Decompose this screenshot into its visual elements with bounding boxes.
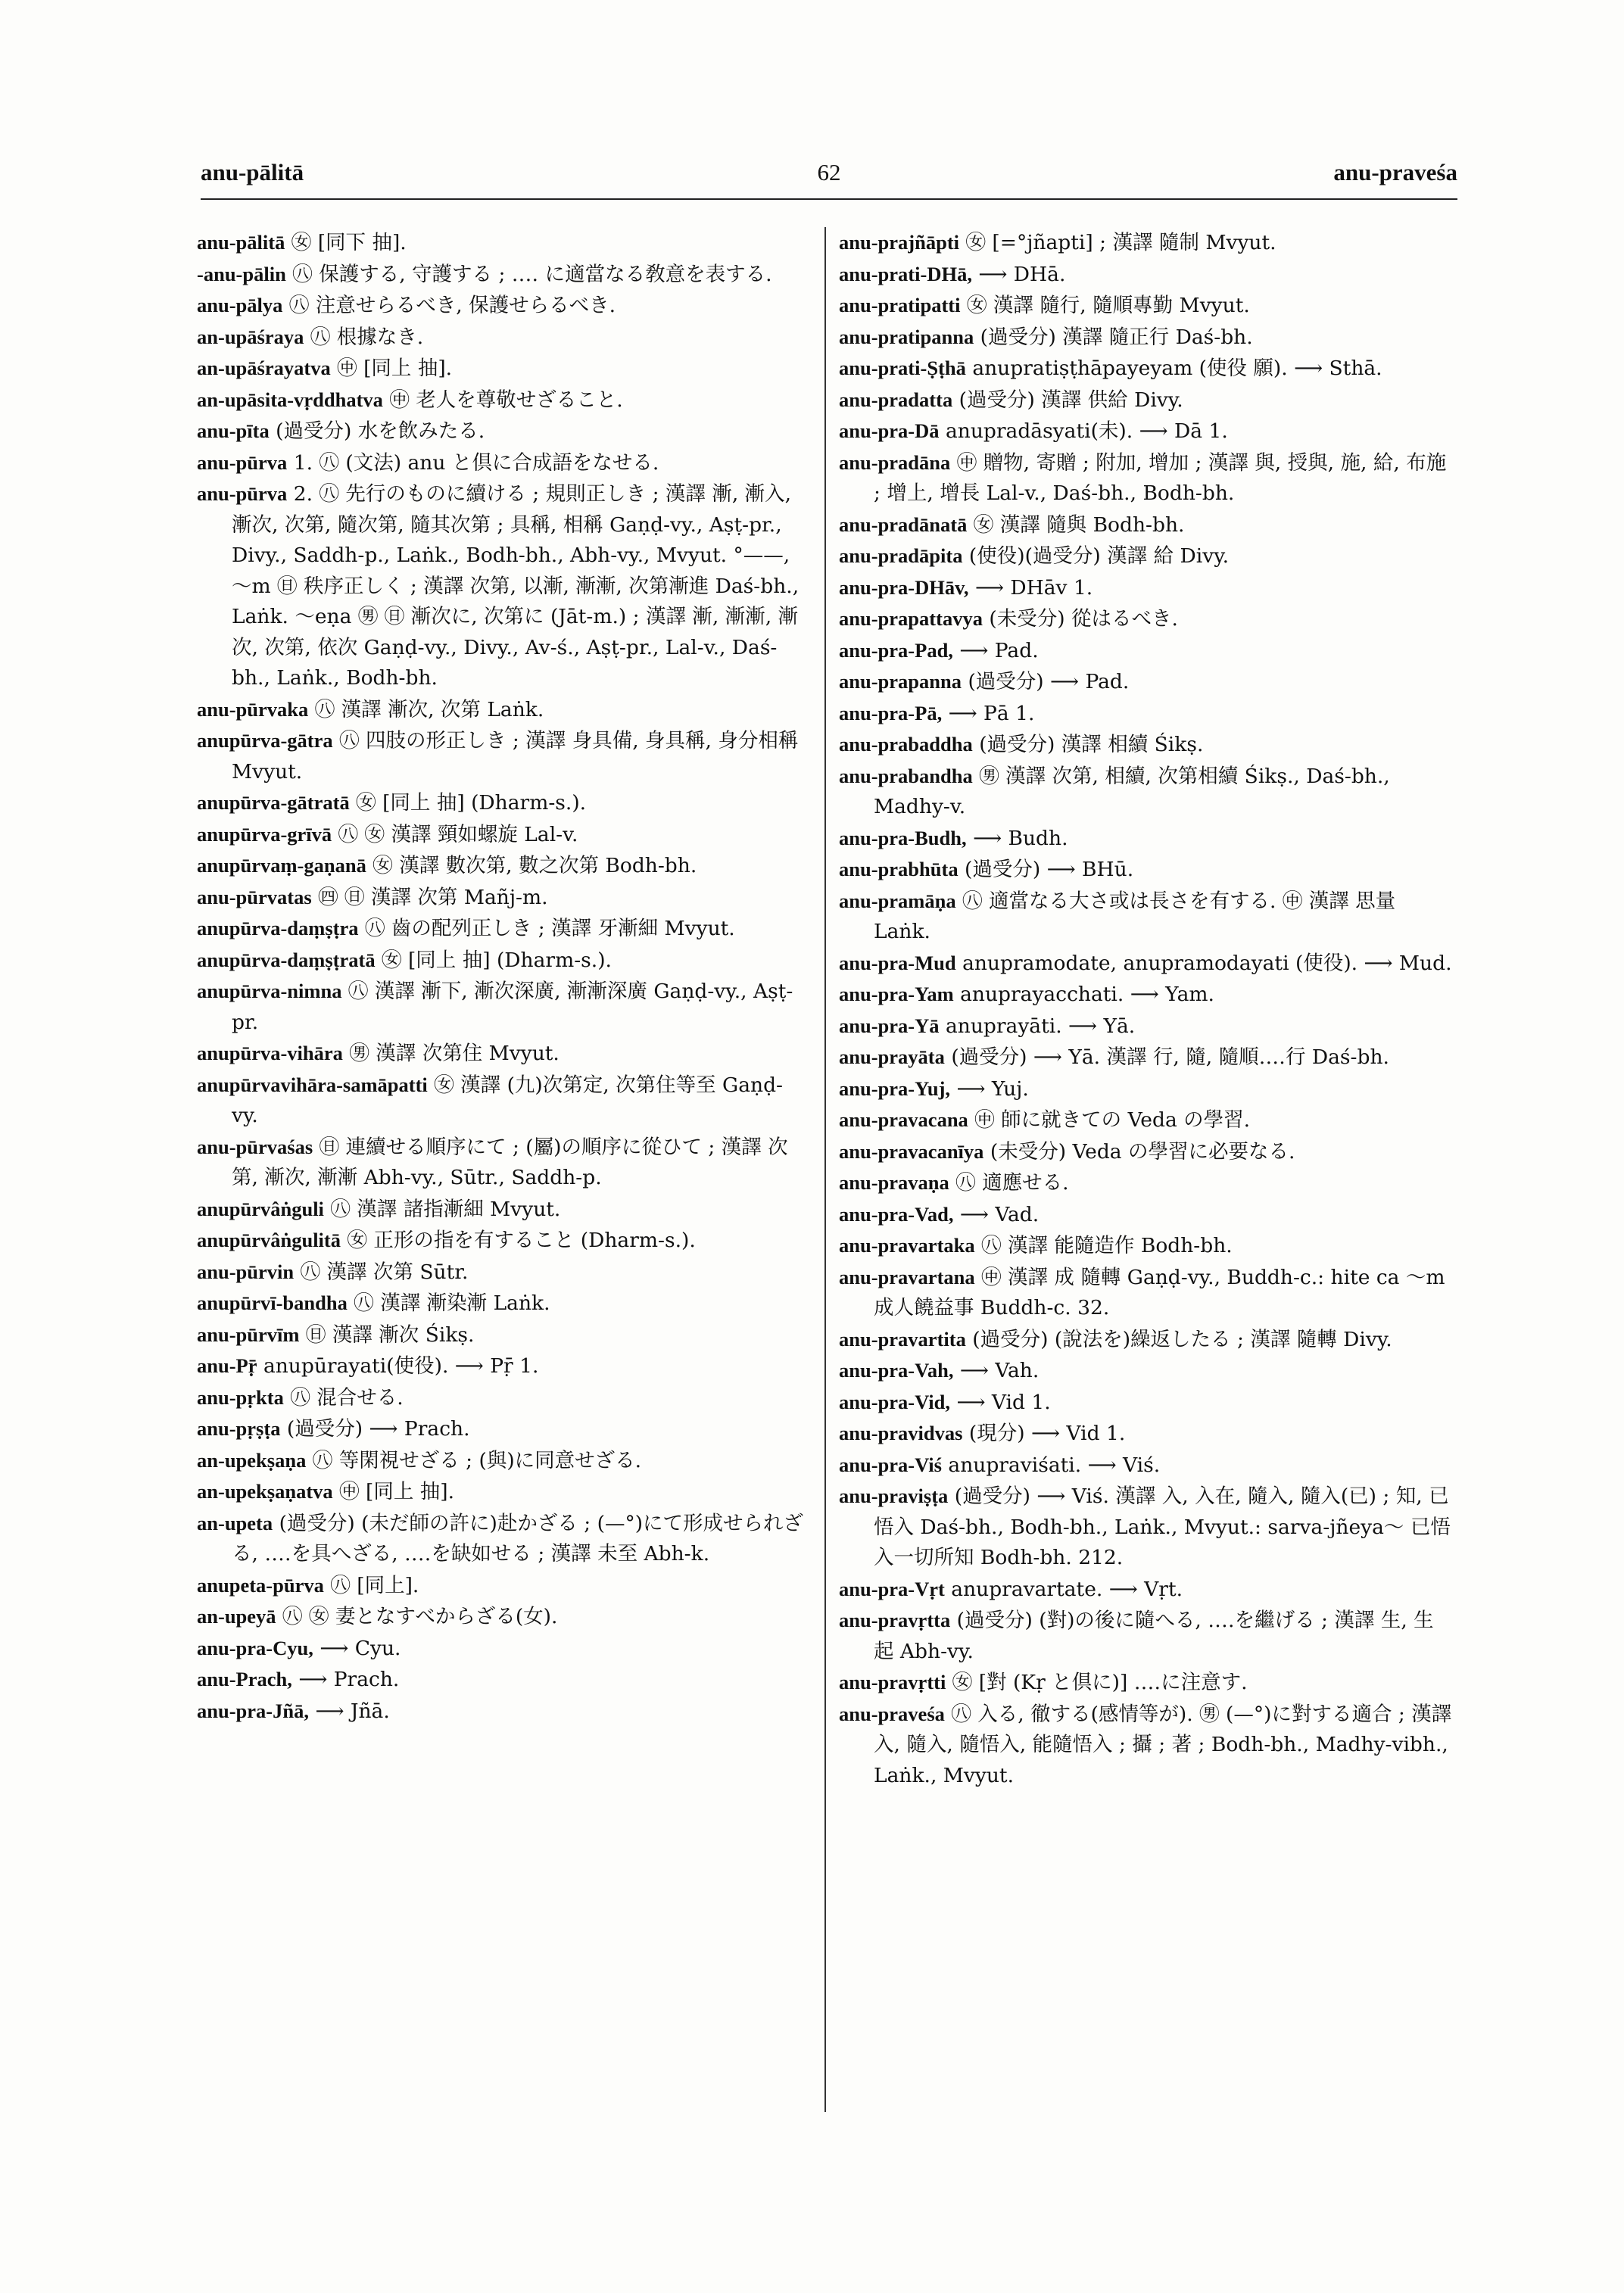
dictionary-entry <box>197 976 809 1038</box>
dictionary-entry <box>839 698 1454 730</box>
entry-definition: ⟶ DHāv 1. <box>974 575 1093 600</box>
entry-definition: ㊥ 漢譯 成 隨轉 Gaṇḍ-vy., Buddh-c.: hite ca ～m 成人饒益事 Buddh-c. 32. <box>874 1265 1445 1319</box>
dictionary-entry <box>839 1605 1454 1667</box>
entry-definition: ㊐ 連續せる順序にて ; (屬)の順序に從ひて ; 漢譯 次第, 漸次, 漸漸 Abh-vy., Sūtr., Saddh-p. <box>232 1135 788 1189</box>
entry-definition: anuprayāti. ⟶ Yā. <box>945 1014 1136 1038</box>
entry-definition: ㊇ 漢譯 漸下, 漸次深廣, 漸漸深廣 Gaṇḍ-vy., Aṣṭ-pr. <box>232 980 793 1034</box>
dictionary-entry <box>839 1073 1454 1105</box>
entry-definition: ⟶ Vah. <box>959 1359 1040 1382</box>
entry-headword: anupūrva-gātratā <box>197 791 350 814</box>
entry-headword: anu-pradānatā <box>839 512 968 536</box>
entry-definition: ㊇ 適當なる大さ或は長さを有する. ㊥ 漢譯 思量 Laṅk. <box>874 889 1396 943</box>
dictionary-entry <box>839 1167 1454 1199</box>
dictionary-entry <box>839 290 1454 322</box>
entry-headword: an-upāśraya <box>197 325 304 348</box>
entry-headword: an-upāśrayatva <box>197 357 331 379</box>
entry-headword: an-upeyā <box>197 1605 276 1628</box>
dictionary-entry <box>839 1418 1454 1450</box>
entry-headword: anu-pra-Cyu, <box>197 1636 313 1659</box>
dictionary-entry <box>839 1450 1454 1481</box>
dictionary-entry <box>197 1382 809 1414</box>
dictionary-entry <box>197 385 809 416</box>
dictionary-entry <box>197 850 809 882</box>
dictionary-entry <box>839 1699 1454 1792</box>
dictionary-entry <box>197 1445 809 1477</box>
entry-headword: anu-prayāta <box>839 1045 945 1068</box>
entry-headword: anu-praveśa <box>839 1702 945 1725</box>
entry-definition: ㊥ [同上 抽]. <box>337 357 453 380</box>
entry-headword: anu-pravidvas <box>839 1422 963 1444</box>
dictionary-entry <box>197 1508 809 1570</box>
entry-headword: an-upekṣaṇatva <box>197 1480 333 1503</box>
entry-definition: ㊇ [同上]. <box>330 1573 419 1597</box>
entry-definition: anupratiṣṭhāpayeyam (使役 願). ⟶ Sthā. <box>972 357 1382 380</box>
entry-definition: ㊇ 漢譯 次第 Sūtr. <box>300 1260 469 1284</box>
entry-definition: ㊛ 正形の指を有すること (Dharm-s.). <box>347 1229 696 1252</box>
dictionary-entry <box>839 1387 1454 1419</box>
dictionary-entry <box>839 1136 1454 1168</box>
entry-headword: anu-pramāṇa <box>839 889 956 912</box>
entry-definition: (未受分) 從はるべき. <box>989 607 1178 631</box>
entry-definition: ㊇ ㊛ 漢譯 頸如螺旋 Lal-v. <box>338 822 578 846</box>
entry-headword: an-upeta <box>197 1511 273 1534</box>
entry-definition: ㊇ 適應せる. <box>955 1171 1069 1195</box>
entry-definition: ㊇ 漢譯 漸次, 次第 Laṅk. <box>314 697 544 721</box>
entry-headword: anu-pra-Budh, <box>839 826 967 849</box>
entry-headword: anu-pra-Jñā, <box>197 1699 309 1722</box>
entry-headword: anu-pūrvatas <box>197 885 312 908</box>
entry-headword: anu-pradatta <box>839 388 953 411</box>
entry-headword: anu-prati-DHā, <box>839 262 972 285</box>
entry-definition: anupraviśati. ⟶ Viś. <box>948 1453 1161 1477</box>
entry-definition: ㊇ 保護する, 守護する ; ‥‥ に適當なる敎意を表する. <box>292 262 772 286</box>
entry-definition: (現分) ⟶ Vid 1. <box>968 1422 1126 1445</box>
dictionary-entry <box>197 1194 809 1226</box>
entry-headword: anu-pra-Vah, <box>839 1359 954 1382</box>
entry-definition: (過受分) 水を飲みたる. <box>276 419 485 443</box>
dictionary-entry <box>197 322 809 354</box>
entry-headword: anu-pradāpita <box>839 544 963 567</box>
dictionary-entry <box>197 1132 809 1194</box>
dictionary-entry <box>839 322 1454 354</box>
entry-headword: an-upekṣaṇa <box>197 1448 307 1472</box>
dictionary-entry <box>839 1481 1454 1574</box>
entry-headword: anu-pravartaka <box>839 1234 975 1257</box>
page-header <box>201 159 1457 197</box>
entry-headword: anu-pra-Pad, <box>839 638 953 662</box>
dictionary-entry <box>839 447 1454 509</box>
entry-headword: anu-pratipanna <box>839 325 974 348</box>
entry-definition: ㊇ 根據なき. <box>310 325 424 349</box>
page-number: 62 <box>817 159 841 185</box>
dictionary-entry <box>839 761 1454 823</box>
entry-definition: anupradāsyati(未). ⟶ Dā 1. <box>945 419 1228 443</box>
entry-definition: ㊇ 四肢の形正しき ; 漢譯 身具備, 身具稱, 身分相稱 Mvyut. <box>232 729 799 784</box>
right-column <box>839 227 1454 1791</box>
entry-definition: ㊥ 師に就きての Veda の學習. <box>974 1108 1251 1132</box>
entry-headword: anu-pradāna <box>839 450 951 474</box>
entry-headword: anupūrva-gātra <box>197 729 333 752</box>
entry-definition: ⟶ Vid 1. <box>956 1390 1051 1414</box>
dictionary-entry <box>197 1351 809 1382</box>
entry-headword: anu-pravartana <box>839 1265 975 1288</box>
dictionary-entry <box>839 1230 1454 1262</box>
entry-headword: anu-pravṛtta <box>839 1609 951 1631</box>
entry-headword: anupūrva-nimna <box>197 980 342 1002</box>
dictionary-entry <box>839 1667 1454 1699</box>
dictionary-entry <box>197 787 809 819</box>
dictionary-entry <box>197 1319 809 1351</box>
dictionary-entry <box>197 1288 809 1319</box>
entry-definition: (過受分) (對)の後に隨へる, ‥‥を繼げる ; 漢譯 生, 生起 Abh-vy. <box>874 1609 1434 1663</box>
entry-definition: (過受分) ⟶ Prach. <box>286 1417 470 1441</box>
dictionary-entry <box>197 290 809 322</box>
entry-definition: ㊥ 贈物, 寄贈 ; 附加, 增加 ; 漢譯 與, 授與, 施, 給, 布施 ; 增上, 增長 Lal-v., Daś-bh., Bodh-bh. <box>874 450 1447 505</box>
dictionary-entry <box>197 913 809 945</box>
dictionary-entry <box>197 1038 809 1070</box>
entry-definition: (過受分) (未だ師の許に)赴かざる ; (—°)にて形成せられざる, ‥‥を具へざる, ‥‥を缺如せる ; 漢譯 未至 Abh-k. <box>232 1511 804 1566</box>
entry-definition: (使役)(過受分) 漢譯 給 Divy. <box>968 544 1230 568</box>
entry-headword: anu-pālitā <box>197 231 285 254</box>
dictionary-entry <box>197 1257 809 1288</box>
dictionary-entry <box>839 948 1454 980</box>
entry-definition: (過受分) 漢譯 供給 Divy. <box>959 388 1183 412</box>
dictionary-entry <box>197 1570 809 1602</box>
entry-definition: ㊚ 漢譯 次第, 相續, 次第相續 Śikṣ., Daś-bh., Madhy-v. <box>874 764 1390 818</box>
entry-definition: ⟶ Vad. <box>959 1202 1040 1226</box>
dictionary-entry <box>197 1696 809 1728</box>
entry-definition: ㊛ [=°jñapti] ; 漢譯 隨制 Mvyut. <box>965 231 1276 254</box>
dictionary-entry <box>197 945 809 977</box>
entry-headword: anu-prati-Ṣṭhā <box>839 357 966 379</box>
entry-definition: ㊇ 漢譯 漸染漸 Laṅk. <box>354 1291 550 1315</box>
entry-headword: anu-pūrva <box>197 482 288 505</box>
dictionary-entry <box>839 1324 1454 1356</box>
entry-definition: ⟶ Cyu. <box>320 1636 401 1660</box>
entry-definition: ⟶ Prach. <box>298 1668 400 1691</box>
entry-headword: anupeta-pūrva <box>197 1573 324 1597</box>
dictionary-entry <box>197 1225 809 1257</box>
entry-headword: anu-pālya <box>197 294 283 316</box>
entry-headword: anu-pra-Yā <box>839 1014 940 1037</box>
entry-definition: ㊛ [同下 抽]. <box>291 231 407 254</box>
entry-headword: anu-prabhūta <box>839 858 959 880</box>
entry-headword: anu-pṛkta <box>197 1385 284 1409</box>
dictionary-entry <box>839 1262 1454 1324</box>
entry-definition: (過受分) 漢譯 隨正行 Daś-bh. <box>980 325 1253 349</box>
entry-headword: anu-pra-DHāv, <box>839 575 969 599</box>
entry-definition: ㊇ 齒の配列正しき ; 漢譯 牙漸細 Mvyut. <box>364 917 735 940</box>
entry-headword: anu-pra-Yam <box>839 983 954 1005</box>
column-divider <box>824 227 826 2112</box>
dictionary-entry <box>197 1664 809 1696</box>
entry-headword: anupūrvâṅguli <box>197 1197 324 1220</box>
entry-definition: ㊇ 混合せる. <box>290 1385 404 1410</box>
entry-definition: ㊐ 漢譯 漸次 Śikṣ. <box>305 1323 475 1347</box>
entry-definition: 2. ㊇ 先行のものに續ける ; 規則正しき ; 漢譯 漸, 漸入, 漸次, 次第, 隨次第, 隨其次第 ; 具稱, 相稱 Gaṇḍ-vy., Aṣṭ-pr., Divy., Saddh-p., Laṅk., Bodh-bh., Abh-vy., Mvyut. °——, ～m ㊐ 秩序正しく ; 漢譯 次第, 以漸, 漸漸, 次第漸進 Daś-bh., Laṅk. ～eṇa ㊚ ㊐ 漸次に, 次第に (Jāt-m.) ; 漢譯 漸, 漸漸, 漸次, 次第, 依次 Gaṇḍ-vy., Divy., Av-ś., Aṣṭ-pr., Lal-v., Daś-bh., Laṅk., Bodh-bh. <box>232 482 800 690</box>
entry-definition: ㊛ [對 (Kṛ と倶に)] ‥‥に注意す. <box>952 1671 1248 1694</box>
entry-headword: anu-pūrva <box>197 450 288 474</box>
dictionary-entry <box>839 979 1454 1011</box>
dictionary-entry <box>197 1601 809 1633</box>
entry-headword: anu-pravacana <box>839 1108 968 1131</box>
dictionary-entry <box>197 478 809 694</box>
entry-definition: ⟶ Budh. <box>973 826 1068 850</box>
entry-headword: an-upāsita-vṛddhatva <box>197 388 383 411</box>
dictionary-entry <box>839 886 1454 948</box>
right-guide-word: anu-praveśa <box>1333 159 1457 185</box>
dictionary-entry <box>839 353 1454 385</box>
dictionary-entry <box>839 729 1454 761</box>
dictionary-entry <box>197 1633 809 1665</box>
entry-definition: anupramodate, anupramodayati (使役). ⟶ Mud. <box>962 951 1452 975</box>
dictionary-entry <box>839 509 1454 541</box>
entry-definition: ㊇ 入る, 徹する(感情等が). ㊚ (—°)に對する適合 ; 漢譯 入, 隨入, 隨悟入, 能隨悟入 ; 攝 ; 著 ; Bodh-bh., Madhy-vibh., Laṅk., Mvyut. <box>874 1702 1452 1787</box>
entry-headword: anu-pūrvīm <box>197 1323 300 1346</box>
dictionary-entry <box>839 416 1454 447</box>
dictionary-entry <box>839 541 1454 572</box>
entry-definition: (過受分) 漢譯 相續 Śikṣ. <box>979 733 1204 756</box>
dictionary-entry <box>839 1042 1454 1073</box>
entry-definition: ⟶ Pā 1. <box>948 701 1035 725</box>
entry-definition: ㊛ 漢譯 隨與 Bodh-bh. <box>973 512 1185 537</box>
dictionary-entry <box>197 353 809 385</box>
dictionary-entry <box>197 227 809 259</box>
entry-headword: anupūrva-vihāra <box>197 1042 343 1064</box>
entry-headword: anu-pravartita <box>839 1327 966 1351</box>
header-rule <box>201 198 1457 200</box>
entry-definition: 1. ㊇ (文法) anu と倶に合成語をなせる. <box>293 450 659 475</box>
entry-headword: anu-pra-Vid, <box>839 1390 951 1413</box>
dictionary-entry <box>839 227 1454 259</box>
entry-headword: -anu-pālin <box>197 262 286 285</box>
entry-definition: ㊇ 等閑視せざる ; (與)に同意せざる. <box>312 1448 642 1472</box>
entry-definition: ㊛ [同上 抽] (Dharm-s.). <box>356 791 587 815</box>
left-guide-word: anu-pālitā <box>201 159 304 185</box>
entry-headword: anu-pīta <box>197 419 270 442</box>
entry-definition: ㊥ [同上 抽]. <box>339 1480 455 1503</box>
entry-headword: anu-pravṛtti <box>839 1671 946 1693</box>
entry-definition: anupūrayati(使役). ⟶ Pṝ 1. <box>263 1354 539 1378</box>
entry-headword: anupūrvī-bandha <box>197 1291 348 1314</box>
entry-definition: ㊛ 漢譯 數次第, 數之次第 Bodh-bh. <box>372 854 697 877</box>
entry-definition: (未受分) Veda の學習に必要なる. <box>990 1139 1295 1164</box>
entry-headword: anupūrva-daṃṣṭra <box>197 917 359 939</box>
entry-definition: ⟶ DHā. <box>978 262 1066 286</box>
entry-headword: anu-pravacanīya <box>839 1139 984 1163</box>
entry-headword: anu-prabaddha <box>839 733 973 756</box>
dictionary-entry <box>839 666 1454 698</box>
dictionary-entry <box>839 259 1454 291</box>
dictionary-entry <box>839 854 1454 886</box>
dictionary-entry <box>197 882 809 914</box>
dictionary-entry <box>839 572 1454 604</box>
dictionary-entry <box>839 1199 1454 1231</box>
entry-headword: anu-pratipatti <box>839 294 961 316</box>
entry-definition: ㊛ [同上 抽] (Dharm-s.). <box>382 948 612 972</box>
entry-headword: anu-pūrvin <box>197 1260 295 1283</box>
dictionary-entry <box>197 819 809 851</box>
entry-headword: anu-praviṣṭa <box>839 1485 949 1507</box>
entry-headword: anu-pra-Mud <box>839 951 956 974</box>
entry-headword: anupūrva-daṃṣṭratā <box>197 948 376 971</box>
dictionary-entry <box>197 259 809 291</box>
entry-definition: ⟶ Jñā. <box>315 1699 390 1723</box>
entry-headword: anu-prajñāpti <box>839 231 960 254</box>
entry-headword: anu-pūrvaśas <box>197 1135 313 1158</box>
dictionary-entry <box>197 447 809 479</box>
dictionary-entry <box>197 725 809 787</box>
entry-headword: anu-pra-Yuj, <box>839 1076 951 1100</box>
entry-headword: anu-pra-Vṛt <box>839 1577 945 1600</box>
entry-headword: anu-prapanna <box>839 670 962 693</box>
entry-definition: anuprayacchati. ⟶ Yam. <box>960 983 1214 1006</box>
entry-headword: anu-prapattavya <box>839 607 983 630</box>
entry-definition: ㊇ 漢譯 諸指漸細 Mvyut. <box>330 1197 561 1221</box>
dictionary-entry <box>197 694 809 726</box>
entry-definition: (過受分) ⟶ Viś. 漢譯 入, 入在, 隨入, 隨入(已) ; 知, 已悟入 Daś-bh., Bodh-bh., Laṅk., Mvyut.: sarva-jñeya～ 已悟入一切所知 Bodh-bh. 212. <box>874 1485 1451 1569</box>
entry-definition: ⟶ Pad. <box>959 638 1039 662</box>
entry-headword: anu-pravaṇa <box>839 1171 949 1194</box>
entry-headword: anupūrva-grīvā <box>197 822 332 846</box>
dictionary-entry <box>197 416 809 447</box>
entry-definition: anupravartate. ⟶ Vṛt. <box>951 1577 1183 1601</box>
entry-headword: anu-prabandha <box>839 764 973 787</box>
entry-headword: anu-pṛṣṭa <box>197 1417 281 1440</box>
entry-definition: (過受分) ⟶ Yā. 漢譯 行, 隨, 隨順‥‥行 Daś-bh. <box>951 1045 1389 1069</box>
entry-definition: ⟶ Yuj. <box>956 1076 1029 1101</box>
dictionary-entry <box>839 823 1454 855</box>
entry-headword: anupūrvavihāra-samāpatti <box>197 1073 428 1096</box>
entry-headword: anu-pra-Pā, <box>839 701 943 724</box>
entry-headword: anu-pra-Vad, <box>839 1202 954 1226</box>
dictionary-entry <box>839 1011 1454 1042</box>
dictionary-entry <box>197 1070 809 1132</box>
dictionary-entry <box>839 385 1454 416</box>
dictionary-entry <box>839 635 1454 667</box>
entry-headword: anu-pra-Viś <box>839 1453 942 1476</box>
dictionary-entry <box>839 1574 1454 1606</box>
entry-definition: (過受分) (說法を)繰返したる ; 漢譯 隨轉 Divy. <box>972 1327 1392 1351</box>
entry-definition: ㊛ 漢譯 隨行, 隨順專勤 Mvyut. <box>966 294 1250 317</box>
entry-headword: anu-Pṝ <box>197 1354 257 1377</box>
entry-headword: anu-Prach, <box>197 1668 292 1690</box>
entry-definition: ㊥ 老人を尊敬せざること. <box>389 388 623 412</box>
entry-definition: ㊚ 漢譯 次第住 Mvyut. <box>349 1042 560 1065</box>
entry-headword: anu-pra-Dā <box>839 419 940 442</box>
entry-definition: ㊇ 注意せらるべき, 保護せらるべき. <box>288 294 616 317</box>
entry-definition: ㊛ 漢譯 (九)次第定, 次第住等至 Gaṇḍ-vy. <box>232 1073 783 1127</box>
dictionary-entry <box>197 1413 809 1445</box>
entry-definition: ㊇ 漢譯 能隨造作 Bodh-bh. <box>981 1234 1233 1257</box>
dictionary-entry <box>839 1355 1454 1387</box>
entry-definition: (過受分) ⟶ Pad. <box>968 670 1130 693</box>
left-column <box>197 227 809 1727</box>
entry-headword: anupūrvâṅgulitā <box>197 1229 341 1251</box>
entry-headword: anupūrvaṃ-gaṇanā <box>197 854 366 877</box>
entry-definition: ㊃ ㊐ 漢譯 次第 Mañj-m. <box>318 885 548 909</box>
dictionary-entry <box>839 603 1454 635</box>
dictionary-entry <box>197 1476 809 1508</box>
entry-headword: anu-pūrvaka <box>197 697 309 721</box>
entry-definition: (過受分) ⟶ BHū. <box>965 858 1134 881</box>
dictionary-entry <box>839 1104 1454 1136</box>
entry-definition: ㊇ ㊛ 妻となすべからざる(女). <box>282 1605 558 1628</box>
